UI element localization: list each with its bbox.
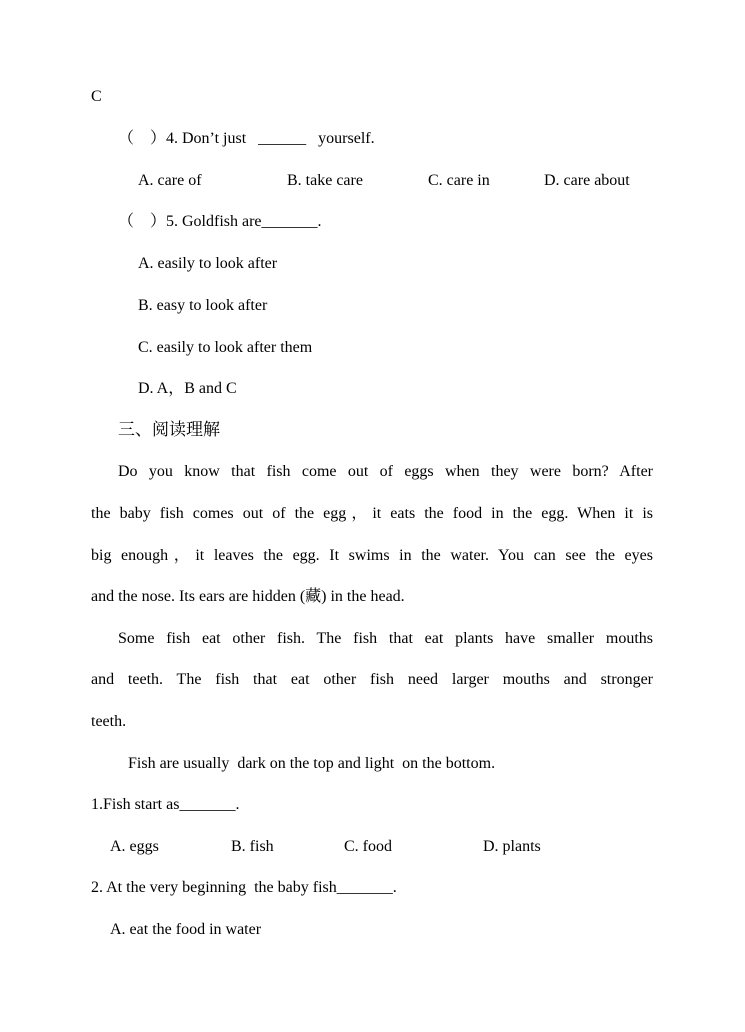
question-5-option-b: B. easy to look after xyxy=(138,297,268,314)
passage-p1-line-1: Do you know that fish come out of eggs when they were born? After xyxy=(118,463,653,480)
reading-question-1-option-b: B. fish xyxy=(231,838,274,855)
reading-question-1-option-a: A. eggs xyxy=(110,838,159,855)
reading-question-1-option-d: D. plants xyxy=(483,838,541,855)
passage-p1-line-3: big enough，it leaves the egg. It swims in the water. You can see the eyes xyxy=(91,547,653,564)
question-4-option-c: C. care in xyxy=(428,172,490,189)
passage-p2-line-1: Some fish eat other fish. The fish that eat plants have smaller mouths xyxy=(118,630,653,647)
question-4-stem: （ ）4. Don’t just xyxy=(118,130,247,147)
question-5-option-a: A. easily to look after xyxy=(138,255,278,272)
passage-p1-line-4: and the nose. Its ears are hidden (藏) in the head. xyxy=(91,588,405,605)
passage-p1-line-2: the baby fish comes out of the egg，it eats the food in the egg. When it is xyxy=(91,505,653,522)
section-heading: 三、阅读理解 xyxy=(118,420,220,440)
question-4-option-d: D. care about xyxy=(544,172,630,189)
reading-question-2-stem: 2. At the very beginning the baby fish_______. xyxy=(91,879,397,896)
answer-letter: C xyxy=(91,88,102,105)
question-4-option-a: A. care of xyxy=(138,172,202,189)
reading-question-1-option-c: C. food xyxy=(344,838,392,855)
question-4 xyxy=(118,129,375,149)
passage-p2-line-3: teeth. xyxy=(91,713,127,730)
passage-p3: Fish are usually dark on the top and light on the bottom. xyxy=(128,755,496,772)
question-5-stem: （ ）5. Goldfish are_______. xyxy=(118,213,322,230)
question-4-blank: ______ xyxy=(258,130,307,147)
reading-question-1-stem: 1.Fish start as_______. xyxy=(91,796,240,813)
reading-question-2-option-a: A. eat the food in water xyxy=(110,921,262,938)
question-5-option-d: D. A，B and C xyxy=(138,380,237,397)
question-5-option-c: C. easily to look after them xyxy=(138,339,313,356)
passage-p2-line-2: and teeth. The fish that eat other fish need larger mouths and stronger xyxy=(91,671,653,688)
question-4-option-b: B. take care xyxy=(287,172,363,189)
question-4-rest: yourself. xyxy=(318,130,375,147)
